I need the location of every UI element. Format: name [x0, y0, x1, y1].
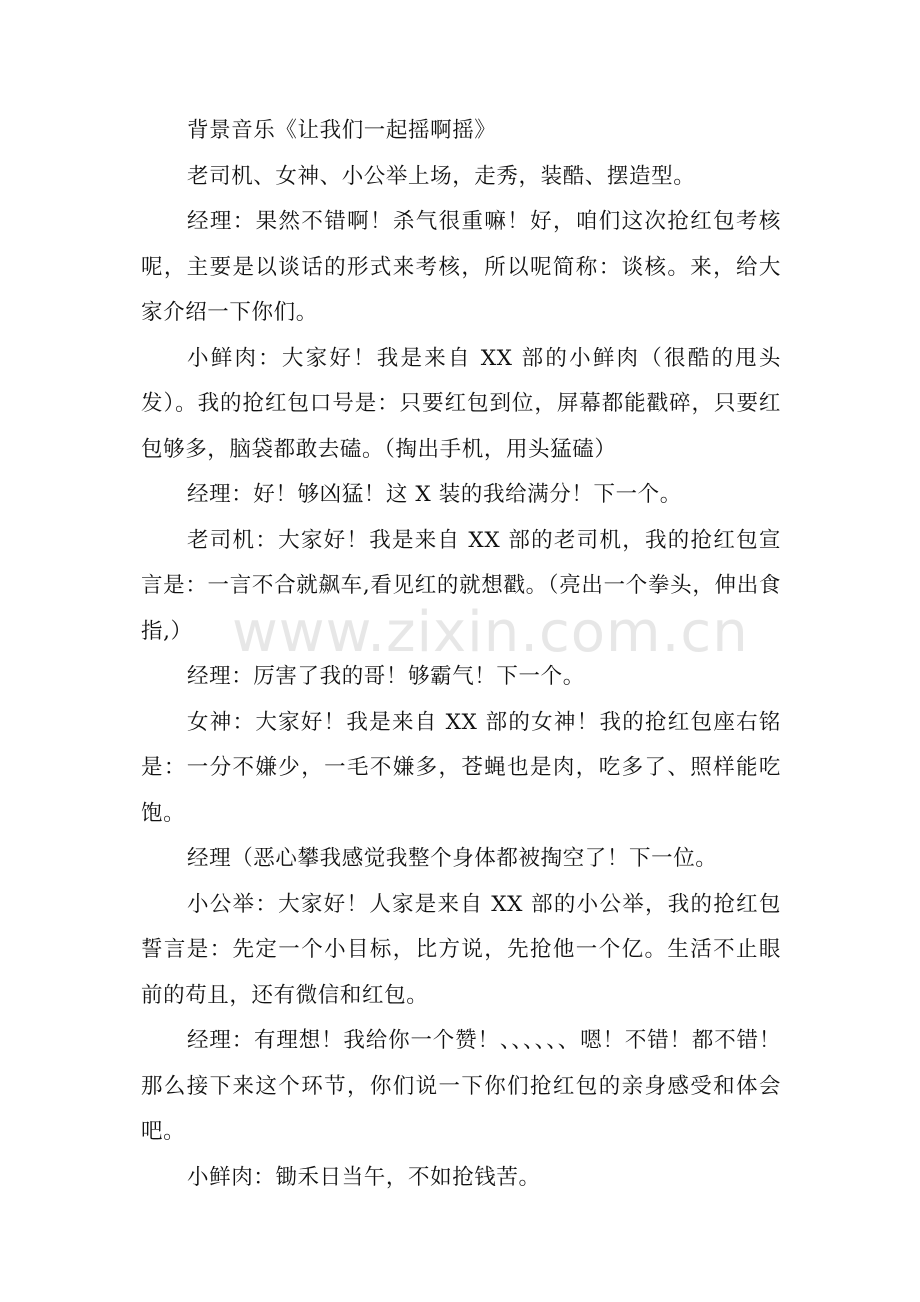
paragraph-xiaoxianrou-intro: 小鲜肉：大家好！我是来自 XX 部的小鲜肉（很酷的甩头发）。我的抢红包口号是：只要红包到位，屏幕都能戳碎，只要红包够多，脑袋都敢去磕。（掏出手机，用头猛磕）	[141, 345, 781, 462]
paragraph-background-music: 背景音乐《让我们一起摇啊摇》	[187, 118, 497, 143]
paragraph-xiaoxianrou-feeling: 小鲜肉：锄禾日当午，不如抢钱苦。	[187, 1164, 541, 1190]
paragraph-manager-reply-2: 经理：厉害了我的哥！够霸气！下一个。	[187, 664, 585, 689]
paragraph-manager-reply-4: 经理：有理想！我给你一个赞！、、、、、、嗯！不错！都不错！那么接下来这个环节，你们说一下你们抢红包的亲身感受和体会吧。	[141, 1028, 781, 1144]
paragraph-manager-reply-3: 经理（恶心攀我感觉我整个身体都被掏空了！下一位。	[187, 846, 718, 871]
watermark-text: www.zixin.com.cn	[232, 600, 749, 665]
paragraph-laosiji-intro: 老司机：大家好！我是来自 XX 部的老司机，我的抢红包宣言是：一言不合就飙车,看见红的就想戳。（亮出一个拳头，伸出食指,）	[141, 527, 781, 644]
paragraph-stage-entrance: 老司机、女神、小公举上场，走秀，装酷、摆造型。	[187, 163, 696, 189]
paragraph-manager-intro: 经理：果然不错啊！杀气很重嘛！好，咱们这次抢红包考核呢，主要是以谈话的形式来考核，所以呢简称：谈核。来，给大家介绍一下你们。	[141, 209, 781, 325]
paragraph-nvshen-intro: 女神：大家好！我是来自 XX 部的女神！我的抢红包座右铭是：一分不嫌少，一毛不嫌多，苍蝇也是肉，吃多了、照样能吃饱。	[141, 709, 781, 826]
paragraph-xiaogongju-intro: 小公举：大家好！人家是来自 XX 部的小公举，我的抢红包誓言是：先定一个小目标，比方说，先抢他一个亿。生活不止眼前的苟且，还有微信和红包。	[141, 891, 781, 1008]
paragraph-manager-reply-1: 经理：好！够凶猛！这 X 装的我给满分！下一个。	[187, 482, 682, 507]
document-body	[141, 108, 781, 1200]
